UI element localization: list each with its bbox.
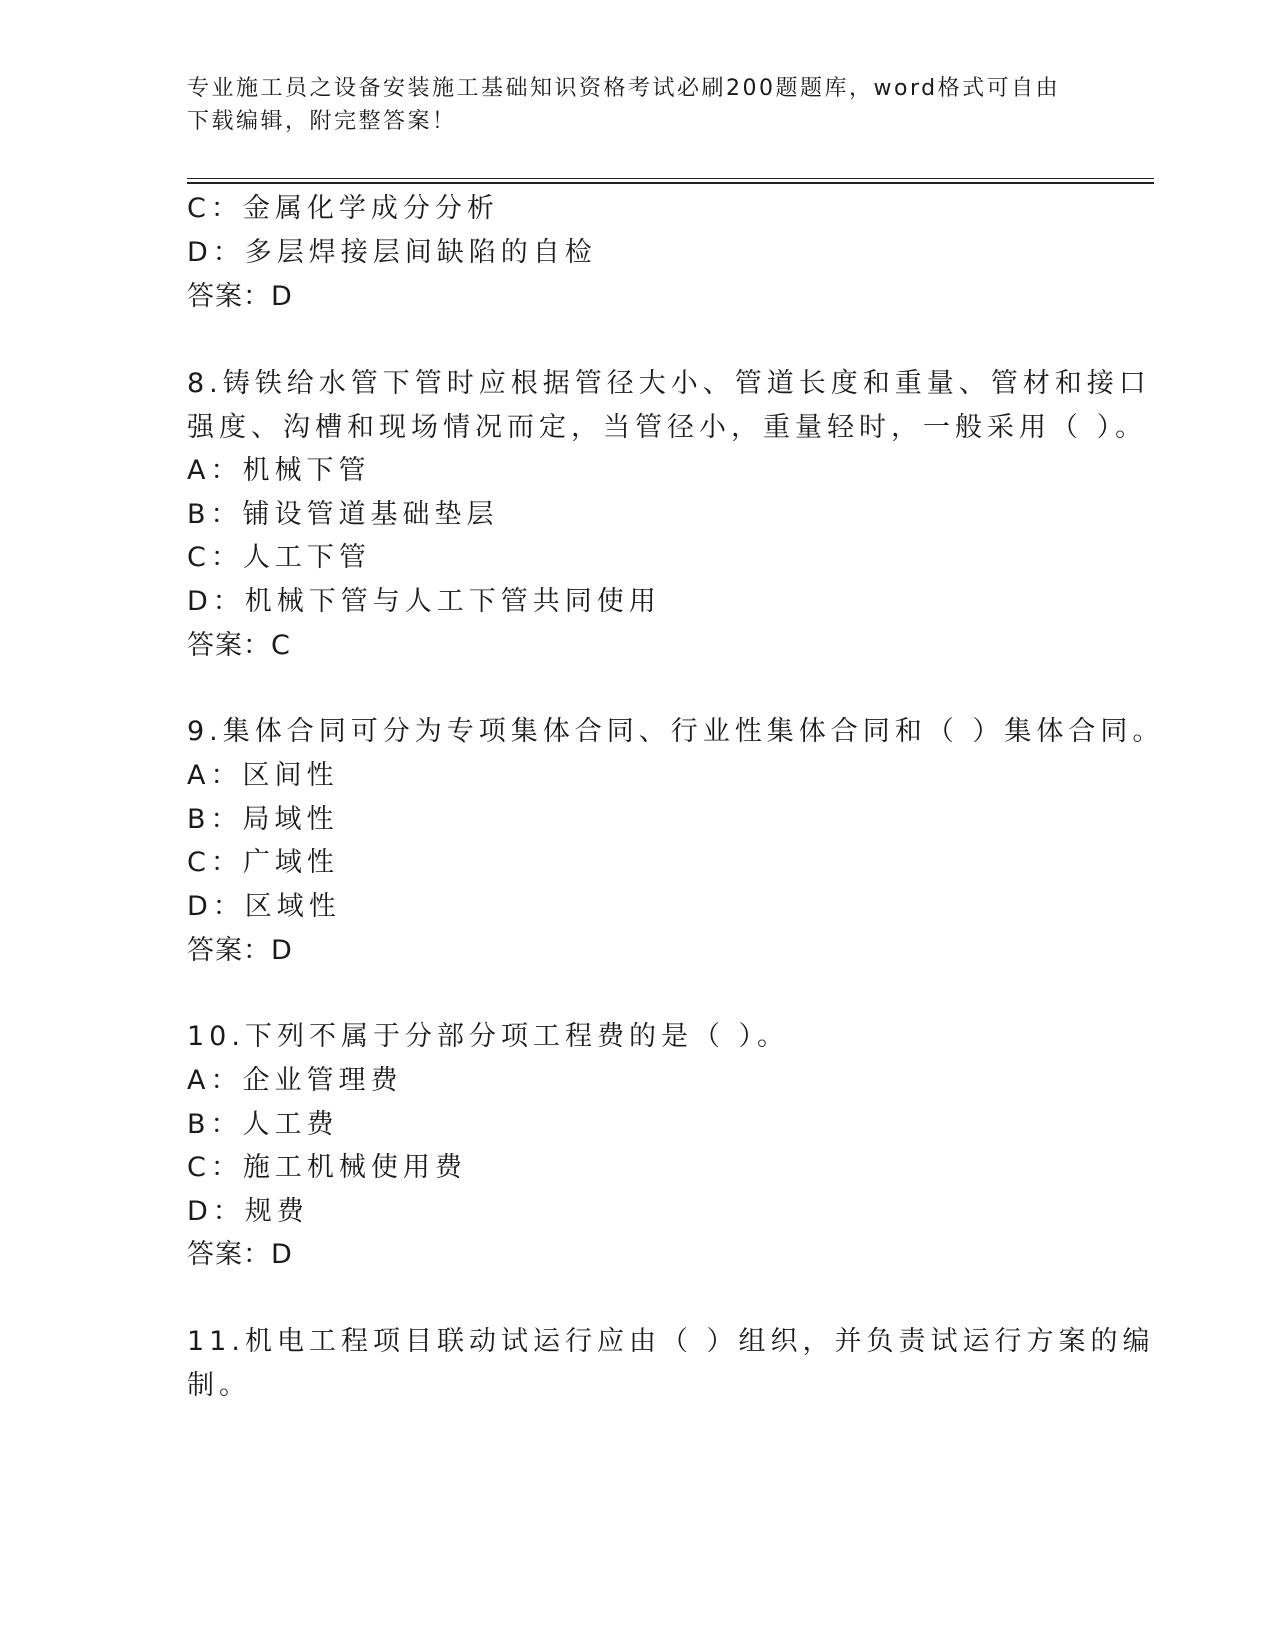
header-divider-thick <box>187 182 1154 184</box>
q10-option-b: B：人工费 <box>187 1109 339 1140</box>
q11-stem-line-2: 制。 <box>187 1370 251 1401</box>
prev-option-d: D：多层焊接层间缺陷的自检 <box>187 237 597 268</box>
q8-option-d: D：机械下管与人工下管共同使用 <box>187 586 661 617</box>
q9-option-a: A：区间性 <box>187 760 339 791</box>
q9-option-b: B：局域性 <box>187 804 339 835</box>
prev-option-c: C：金属化学成分分析 <box>187 193 499 224</box>
document-header <box>187 72 1067 138</box>
q10-option-a: A：企业管理费 <box>187 1065 403 1096</box>
header-title-line-1: 专业施工员之设备安装施工基础知识资格考试必刷200题题库，word格式可自由 <box>187 76 1061 101</box>
q9-stem: 9.集体合同可分为专项集体合同、行业性集体合同和（ ）集体合同。 <box>187 716 1165 747</box>
q8-option-a: A：机械下管 <box>187 455 371 486</box>
q10-option-c: C：施工机械使用费 <box>187 1152 467 1183</box>
q8-option-c: C：人工下管 <box>187 542 371 573</box>
q8-option-b: B：铺设管道基础垫层 <box>187 499 499 530</box>
q8-stem-line-2: 强度、沟槽和现场情况而定，当管径小，重量轻时，一般采用（ ）。 <box>187 412 1148 443</box>
header-title-line-2: 下载编辑，附完整答案！ <box>187 109 457 134</box>
q8-answer: 答案：C <box>187 630 291 661</box>
q10-answer: 答案：D <box>187 1239 293 1270</box>
q9-option-d: D：区域性 <box>187 891 341 922</box>
header-divider-thin <box>187 178 1154 179</box>
q10-stem: 10.下列不属于分部分项工程费的是（ ）。 <box>187 1021 790 1052</box>
q10-option-d: D：规费 <box>187 1196 309 1227</box>
q11-stem-line-1: 11.机电工程项目联动试运行应由（ ）组织，并负责试运行方案的编 <box>187 1326 1155 1357</box>
prev-answer: 答案：D <box>187 281 293 312</box>
q8-stem-line-1: 8.铸铁给水管下管时应根据管径大小、管道长度和重量、管材和接口 <box>187 368 1151 399</box>
q9-option-c: C：广域性 <box>187 847 339 878</box>
q9-answer: 答案：D <box>187 935 293 966</box>
